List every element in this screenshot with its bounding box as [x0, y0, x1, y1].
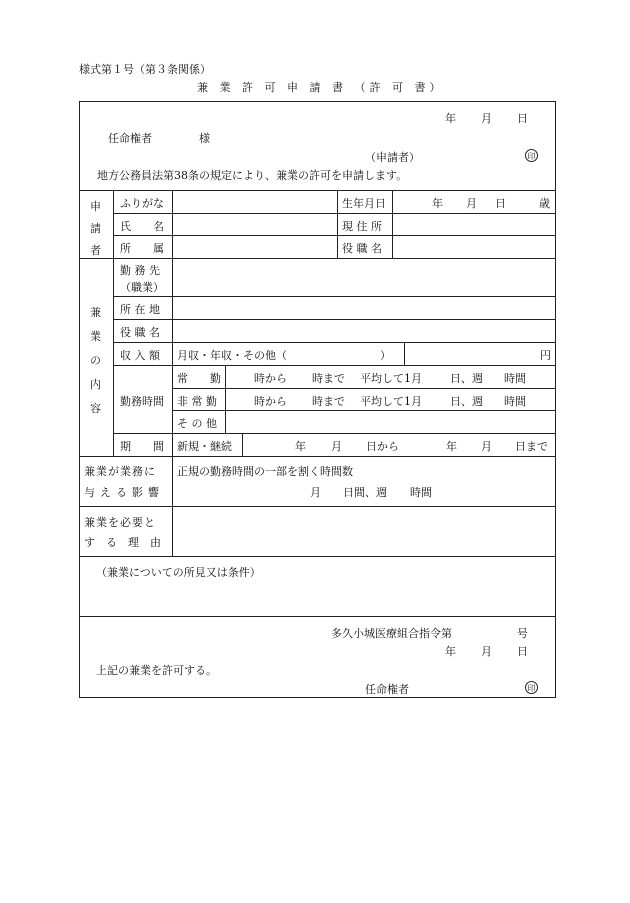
new-continue: 新規・継続 [177, 440, 232, 453]
divider [79, 616, 556, 617]
fulltime-to: 時まで [312, 372, 345, 385]
divider [79, 506, 556, 507]
fulltime-label: 常 勤 [177, 372, 221, 385]
employer-label: 勤 務 先 [120, 264, 160, 277]
divider [113, 213, 556, 214]
parttime-to: 時まで [312, 395, 345, 408]
period-from: 日から [366, 440, 399, 453]
period-year-end: 年 [446, 440, 457, 453]
divider [404, 342, 405, 365]
period-to: 日まで [515, 440, 548, 453]
parttime-from: 時から [254, 395, 287, 408]
birth-year: 年 [432, 197, 443, 210]
location-label: 所 在 地 [120, 303, 160, 316]
reason-label-line2: する理由 [84, 536, 172, 549]
fulltime-from: 時から [254, 372, 287, 385]
side-job-section-label: 兼 業 の 内 容 [90, 306, 101, 415]
statement: 地方公務員法第38条の規定により、兼業の許可を申請します。 [97, 169, 408, 182]
divider [392, 190, 393, 258]
divider [113, 319, 556, 320]
form-title: 兼 業 許 可 申 請 書 （許 可 書） [197, 81, 445, 94]
income-close: ） [380, 349, 391, 362]
divider [113, 433, 556, 434]
appointer-label: 任命権者 [108, 132, 152, 145]
address-label: 現 住 所 [342, 220, 382, 233]
impact-days-week: 日間、週 [343, 486, 387, 499]
fulltime-day-week: 日、週 [450, 372, 483, 385]
divider [113, 190, 114, 456]
impact-content: 正規の勤務時間の一部を割く時間数 [177, 465, 353, 478]
permit-month: 月 [481, 645, 492, 658]
divider [225, 365, 226, 433]
divider [79, 190, 556, 191]
date-day: 日 [517, 112, 528, 125]
position-label: 役 職 名 [342, 242, 382, 255]
permit-appointer: 任命権者 [365, 683, 409, 696]
birth-day: 日 [495, 197, 506, 210]
divider [172, 388, 556, 389]
yen-label: 円 [540, 349, 551, 362]
occupation-label: （職業） [120, 281, 164, 294]
applicant-label: （申請者） [365, 151, 420, 164]
opinion-label: （兼業についての所見又は条件） [96, 566, 261, 579]
divider [337, 190, 338, 258]
divider [79, 556, 556, 557]
date-month: 月 [481, 112, 492, 125]
form-number: 様式第１号（第３条関係） [79, 63, 211, 76]
sama-label: 様 [199, 132, 210, 145]
order-suffix: 号 [517, 627, 528, 640]
birth-month: 月 [466, 197, 477, 210]
name-label: 氏 名 [120, 220, 164, 233]
age-label: 歳 [539, 197, 550, 210]
order-prefix: 多久小城医療組合指令第 [331, 627, 452, 640]
permit-seal-icon: 印 [525, 681, 538, 694]
impact-label-line1: 兼業が業務に [84, 465, 156, 478]
divider [172, 410, 556, 411]
parttime-day-week: 日、週 [450, 395, 483, 408]
date-year: 年 [445, 112, 456, 125]
impact-hours: 時間 [410, 486, 432, 499]
work-hours-label: 勤務時間 [120, 395, 164, 408]
impact-label-line2: 与える影響 [84, 486, 164, 499]
fulltime-hours: 時間 [504, 372, 526, 385]
period-year: 年 [295, 440, 306, 453]
fulltime-average: 平均して1月 [360, 372, 422, 385]
job-position-label: 役 職 名 [120, 326, 160, 339]
income-label: 収 入 額 [120, 349, 160, 362]
seal-mark-icon: 印 [525, 149, 538, 162]
divider [172, 190, 173, 556]
parttime-label: 非 常 勤 [177, 395, 217, 408]
birthdate-label: 生年月日 [342, 197, 386, 210]
period-month: 月 [331, 440, 342, 453]
permit-year: 年 [445, 645, 456, 658]
income-type: 月収・年収・その他（ [177, 349, 287, 362]
period-month-end: 月 [481, 440, 492, 453]
reason-label-line1: 兼業を必要と [84, 516, 156, 529]
divider [113, 342, 556, 343]
divider [113, 365, 556, 366]
impact-month: 月 [310, 486, 321, 499]
divider [79, 456, 556, 457]
furigana-label: ふりがな [120, 197, 164, 210]
divider [113, 235, 556, 236]
parttime-hours: 時間 [504, 395, 526, 408]
other-label: そ の 他 [177, 417, 217, 430]
divider [113, 296, 556, 297]
permit-statement: 上記の兼業を許可する。 [96, 664, 217, 677]
period-label: 期 間 [120, 440, 164, 453]
divider [79, 258, 556, 259]
affiliation-label: 所 属 [120, 242, 164, 255]
applicant-section-label: 申 請 者 [90, 200, 101, 257]
parttime-average: 平均して1月 [360, 395, 422, 408]
divider [242, 433, 243, 456]
permit-day: 日 [517, 645, 528, 658]
